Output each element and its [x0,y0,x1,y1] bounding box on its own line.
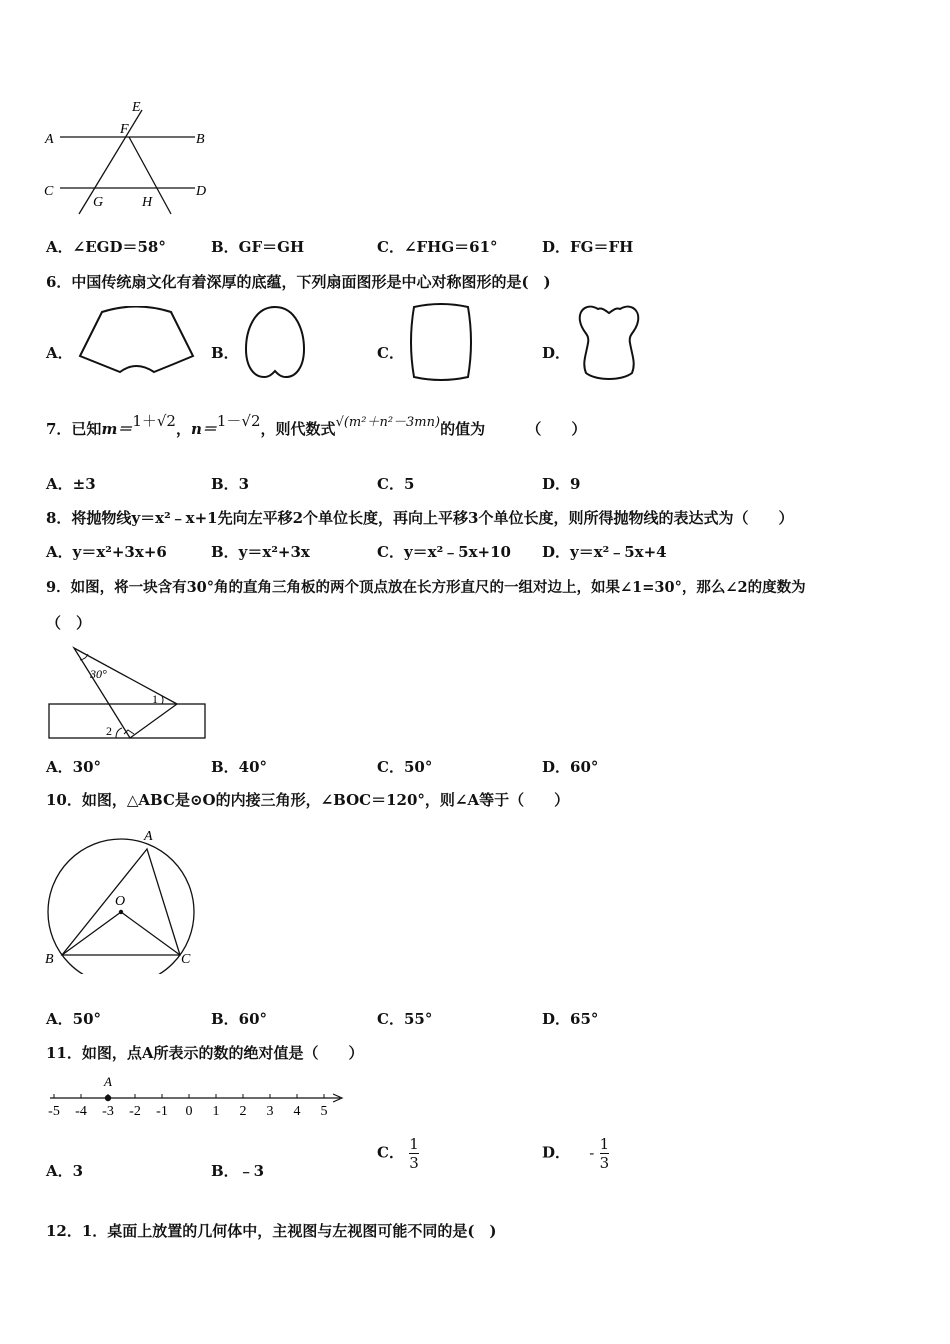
label-c: C [181,952,191,967]
q11-option-a[interactable]: A．3 [46,1162,84,1180]
q7-option-d[interactable]: D．9 [542,475,581,493]
numerator: 1 [599,1135,610,1153]
q8-text: 8．将抛物线y＝x²﹣x+1先向左平移2个单位长度，再向上平移3个单位长度，则所得抛物线的表达式为（ ） [46,509,794,527]
tick-label: 0 [185,1104,193,1119]
q6-option-c[interactable]: C． [377,344,404,362]
label-b: B [196,132,205,147]
q7-expression: √(m²＋n²－3mn) [335,415,441,430]
q10-option-b[interactable]: B．60° [211,1010,268,1028]
q11-option-b[interactable]: B．﹣3 [211,1162,265,1180]
q10-option-c[interactable]: C．55° [377,1010,433,1028]
label-a: A [45,132,54,147]
q7-answer-paren: （ ） [526,420,587,438]
tick-label: -5 [48,1104,60,1119]
q7-suffix: 的值为 [440,420,486,438]
denominator: 3 [409,1154,419,1172]
q7-n-label: n＝ [190,420,217,438]
q5-parallel-lines-figure [40,96,220,220]
q7-sep: ， [175,420,191,438]
q11-option-c-prefix: C． [377,1143,404,1162]
label-angle-1: 1 [152,692,158,706]
numerator: 1 [409,1135,419,1153]
q7-m-label: m＝ [101,420,133,438]
label-e: E [132,100,141,115]
q6-text: 6．中国传统扇文化有着深厚的底蕴，下列扇面图形是中心对称图形的是( ) [46,273,551,291]
q10-text: 10．如图，△ABC是⊙O的内接三角形，∠BOC＝120°，则∠A等于（ ） [46,791,570,809]
tick-label: -3 [102,1104,114,1119]
q10-option-d[interactable]: D．65° [542,1010,599,1028]
q9-option-b[interactable]: B．40° [211,758,268,776]
label-g: G [93,195,104,210]
label-h: H [142,195,153,210]
fan-shape-c-icon [406,303,476,383]
q5-option-d[interactable]: D．FG＝FH [542,238,634,256]
label-b: B [45,952,54,967]
label-angle-2: 2 [106,724,112,738]
q11-option-d[interactable] [542,1135,609,1172]
tick-label: 1 [212,1104,220,1119]
tick-label: -4 [75,1104,87,1119]
fraction-one-third [600,1135,610,1172]
q11-option-d-prefix: D． [542,1143,571,1162]
q11-option-c[interactable] [377,1135,419,1172]
q7-n-value: 1－√2 [216,412,261,430]
label-f: F [120,122,129,137]
fan-shape-a-icon [76,306,198,382]
q5-option-c[interactable]: C．∠FHG＝61° [377,238,498,256]
label-d: D [196,184,207,199]
q9-answer-paren: （ ） [46,614,92,632]
q8-option-c[interactable]: C．y＝x²﹣5x+10 [377,543,511,561]
q5-option-a[interactable]: A．∠EGD＝58° [46,238,166,256]
q7-question [46,412,587,439]
q11-number-line-figure [40,1070,350,1122]
q9-option-c[interactable]: C．50° [377,758,433,776]
center-point [119,910,123,914]
q8-option-a[interactable]: A．y＝x²+3x+6 [46,543,167,561]
q7-mid: ，则代数式 [260,420,336,438]
q10-option-a[interactable]: A．50° [46,1010,102,1028]
q7-option-b[interactable]: B．3 [211,475,250,493]
q9-option-d[interactable]: D．60° [542,758,599,776]
line-ef [79,110,142,214]
label-c: C [44,184,54,199]
q7-option-c[interactable]: C．5 [377,475,415,493]
q7-m-value: 1＋√2 [132,412,176,430]
q7-option-a[interactable]: A．±3 [46,475,96,493]
q7-prefix: 7．已知 [46,420,102,438]
q10-circle-figure [40,824,200,974]
q5-option-b[interactable]: B．GF＝GH [211,238,305,256]
negative-sign: - [589,1143,595,1162]
fan-shape-d-icon [574,303,644,383]
set-square-triangle [74,648,177,738]
q8-option-d[interactable]: D．y＝x²﹣5x+4 [542,543,667,561]
tick-label: -2 [129,1104,141,1119]
q9-option-a[interactable]: A．30° [46,758,102,776]
tick-label: 3 [266,1104,274,1119]
label-o: O [115,894,126,909]
fraction-one-third [409,1135,419,1172]
point-a [105,1095,111,1101]
tick-label: -1 [156,1104,168,1119]
q8-option-b[interactable]: B．y＝x²+3x [211,543,310,561]
q6-option-a[interactable]: A． [46,344,73,362]
q9-text: 9．如图，将一块含有30°角的直角三角板的两个顶点放在长方形直尺的一组对边上，如果∠1=30°，那么∠2的度数为 [46,579,806,596]
tick-label: 5 [320,1104,328,1119]
q9-triangle-ruler-figure [44,642,214,746]
q6-option-d[interactable]: D． [542,344,571,362]
tick-label-group [48,1104,327,1119]
label-a: A [144,829,153,844]
point-a-label: A [104,1074,112,1089]
tick-label: 2 [239,1104,247,1119]
denominator: 3 [599,1154,610,1172]
q11-text: 11．如图，点A所表示的数的绝对值是（ ） [46,1044,364,1062]
fan-shape-b-icon [242,303,308,383]
q6-option-b[interactable]: B． [211,344,239,362]
tick-label: 4 [293,1104,301,1119]
label-30-degrees: 30° [90,667,107,681]
q12-text: 12．1．桌面上放置的几何体中，主视图与左视图可能不同的是( ) [46,1222,497,1240]
